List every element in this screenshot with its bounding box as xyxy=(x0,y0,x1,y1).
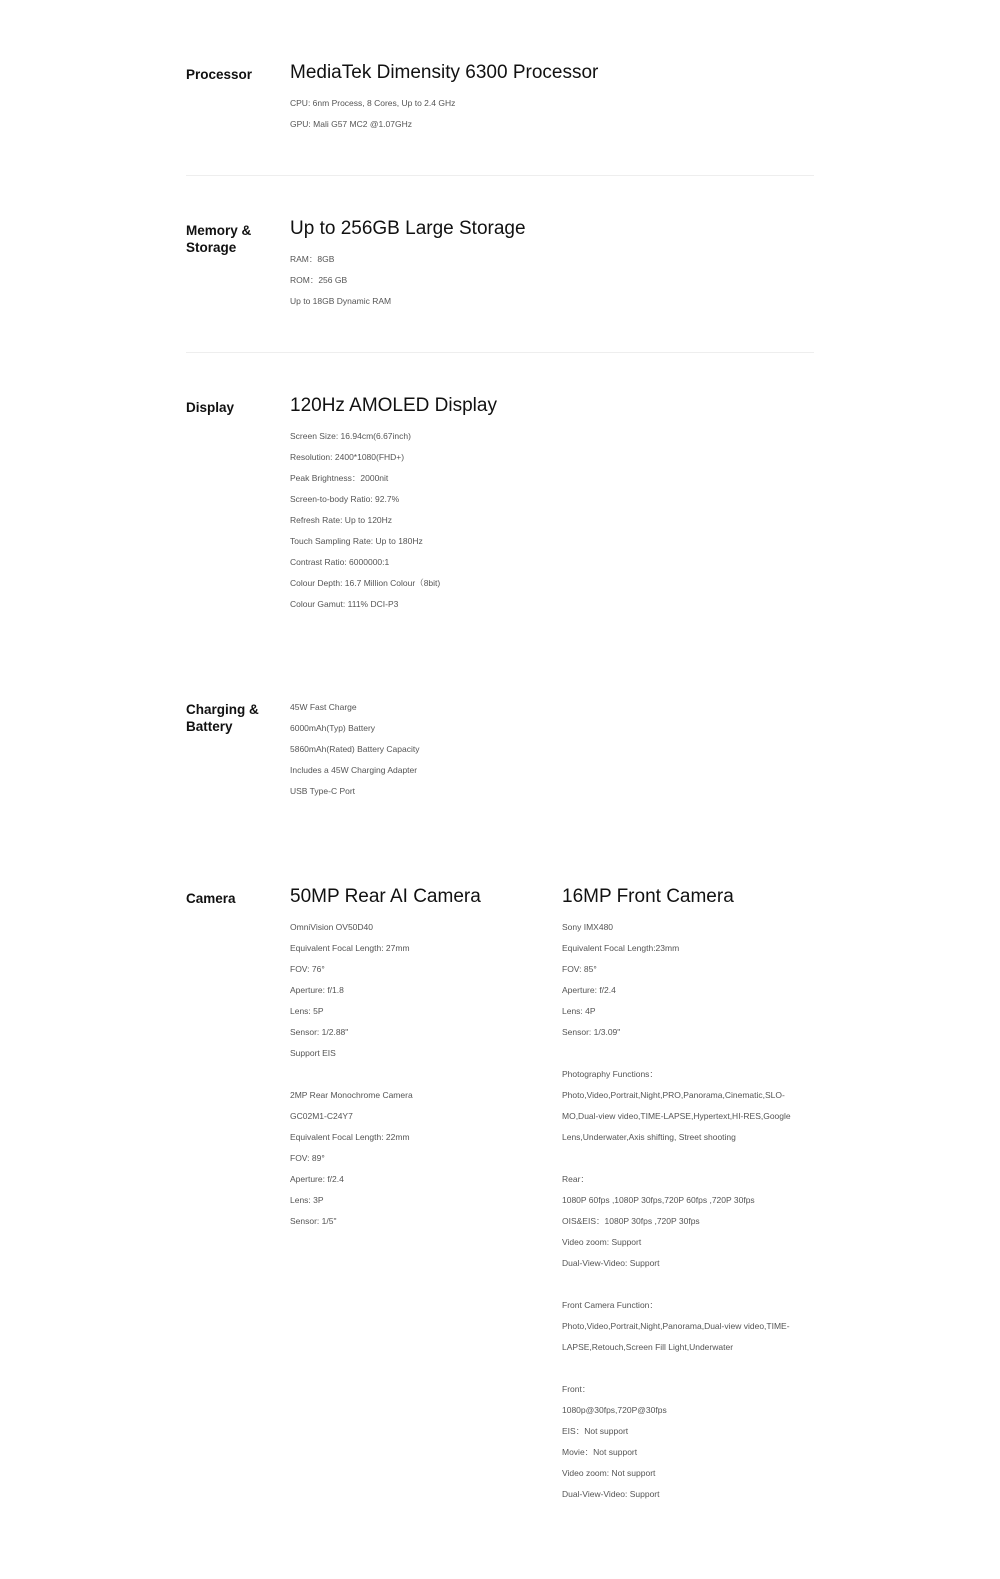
divider xyxy=(186,175,814,176)
spec-line: GC02M1-C24Y7 xyxy=(290,1111,353,1121)
spec-line: 5860mAh(Rated) Battery Capacity xyxy=(290,744,420,754)
spec-line: Equivalent Focal Length:23mm xyxy=(562,943,680,953)
spec-line: Sensor: 1/2.88" xyxy=(290,1027,349,1037)
spec-line: Resolution: 2400*1080(FHD+) xyxy=(290,452,405,462)
spec-list xyxy=(290,93,598,135)
section-heading: MediaTek Dimensity 6300 Processor xyxy=(290,62,599,83)
spec-line: EIS：Not support xyxy=(562,1426,629,1436)
spec-line: Sensor: 1/5" xyxy=(290,1216,337,1226)
spec-line: 1080p@30fps,720P@30fps xyxy=(562,1405,667,1415)
spacer xyxy=(290,1064,530,1085)
spec-line: Movie：Not support xyxy=(562,1447,638,1457)
photography-functions-text: Photo,Video,Portrait,Night,PRO,Panorama,Cinematic,SLO-MO,Dual-view video,TIME-LAPSE,Hypertext,HI-RES,Google Lens,Underwater,Axis shifting, Street shooting xyxy=(562,1090,791,1142)
rear-video-title: Rear： xyxy=(562,1174,589,1184)
section-body xyxy=(290,62,599,135)
spec-list xyxy=(562,917,802,1505)
section-heading: Up to 256GB Large Storage xyxy=(290,218,526,239)
front-camera-function-title: Front Camera Function： xyxy=(562,1300,658,1310)
spec-line: Aperture: f/1.8 xyxy=(290,985,344,995)
spec-line: Dual-View-Video: Support xyxy=(562,1258,660,1268)
spacer xyxy=(562,1148,802,1169)
spec-line: Peak Brightness：2000nit xyxy=(290,473,389,483)
spec-line: Colour Depth: 16.7 Million Colour（8bit) xyxy=(290,578,441,588)
spec-line: Lens: 5P xyxy=(290,1006,324,1016)
spec-line: FOV: 85° xyxy=(562,964,597,974)
spec-line: 1080P 60fps ,1080P 30fps,720P 60fps ,720P 30fps xyxy=(562,1195,755,1205)
rear-camera-heading: 50MP Rear AI Camera xyxy=(290,886,481,907)
spec-line: Lens: 4P xyxy=(562,1006,596,1016)
spec-line: 6000mAh(Typ) Battery xyxy=(290,723,376,733)
section-label: Processor xyxy=(186,67,253,82)
spec-line: Colour Gamut: 111% DCI-P3 xyxy=(290,599,399,609)
spec-line: Aperture: f/2.4 xyxy=(290,1174,344,1184)
spec-line: 45W Fast Charge xyxy=(290,702,357,712)
section-label: Memory & Storage xyxy=(186,223,252,255)
spec-line: FOV: 89° xyxy=(290,1153,325,1163)
spec-line: OmniVision OV50D40 xyxy=(290,922,373,932)
front-camera-column xyxy=(562,886,802,1505)
spec-line: USB Type-C Port xyxy=(290,786,356,796)
spec-list xyxy=(290,917,530,1232)
front-video-title: Front： xyxy=(562,1384,591,1394)
front-camera-function-text: Photo,Video,Portrait,Night,Panorama,Dual-view video,TIME-LAPSE,Retouch,Screen Fill Light,Underwater xyxy=(562,1321,790,1352)
divider xyxy=(186,352,814,353)
section-body xyxy=(290,697,419,802)
spec-line: Refresh Rate: Up to 120Hz xyxy=(290,515,393,525)
spec-line: Equivalent Focal Length: 22mm xyxy=(290,1132,410,1142)
spec-line: RAM：8GB xyxy=(290,254,335,264)
spec-list xyxy=(290,249,526,312)
spec-list xyxy=(290,426,497,615)
rear-camera-column xyxy=(290,886,530,1232)
spec-line: GPU: Mali G57 MC2 @1.07GHz xyxy=(290,119,412,129)
spec-line: Aperture: f/2.4 xyxy=(562,985,616,995)
section-heading: 120Hz AMOLED Display xyxy=(290,395,497,416)
spacer xyxy=(562,1274,802,1295)
section-label: Display xyxy=(186,400,235,415)
spec-line: 2MP Rear Monochrome Camera xyxy=(290,1090,413,1100)
spec-line: Screen-to-body Ratio: 92.7% xyxy=(290,494,400,504)
spec-line: Equivalent Focal Length: 27mm xyxy=(290,943,410,953)
section-body xyxy=(290,395,497,615)
photography-functions-title: Photography Functions： xyxy=(562,1069,658,1079)
section-label: Charging & Battery xyxy=(186,702,259,734)
spec-line: Contrast Ratio: 6000000:1 xyxy=(290,557,390,567)
spacer xyxy=(562,1358,802,1379)
spec-line: Includes a 45W Charging Adapter xyxy=(290,765,418,775)
spec-line: Screen Size: 16.94cm(6.67inch) xyxy=(290,431,411,441)
spec-line: Touch Sampling Rate: Up to 180Hz xyxy=(290,536,423,546)
spec-line: Dual-View-Video: Support xyxy=(562,1489,660,1499)
spec-line: ROM：256 GB xyxy=(290,275,348,285)
spec-line: Sensor: 1/3.09" xyxy=(562,1027,621,1037)
front-camera-heading: 16MP Front Camera xyxy=(562,886,734,907)
spec-line: Video zoom: Support xyxy=(562,1237,642,1247)
section-label: Camera xyxy=(186,891,236,906)
spec-line: Support EIS xyxy=(290,1048,336,1058)
spec-line: OIS&EIS：1080P 30fps ,720P 30fps xyxy=(562,1216,700,1226)
spacer xyxy=(562,1043,802,1064)
spec-line: CPU: 6nm Process, 8 Cores, Up to 2.4 GHz xyxy=(290,98,456,108)
spec-line: Sony IMX480 xyxy=(562,922,614,932)
spec-line: Lens: 3P xyxy=(290,1195,324,1205)
spec-line: FOV: 76° xyxy=(290,964,325,974)
spec-line: Video zoom: Not support xyxy=(562,1468,656,1478)
spec-list xyxy=(290,697,419,802)
section-body xyxy=(290,218,526,312)
spec-line: Up to 18GB Dynamic RAM xyxy=(290,296,392,306)
